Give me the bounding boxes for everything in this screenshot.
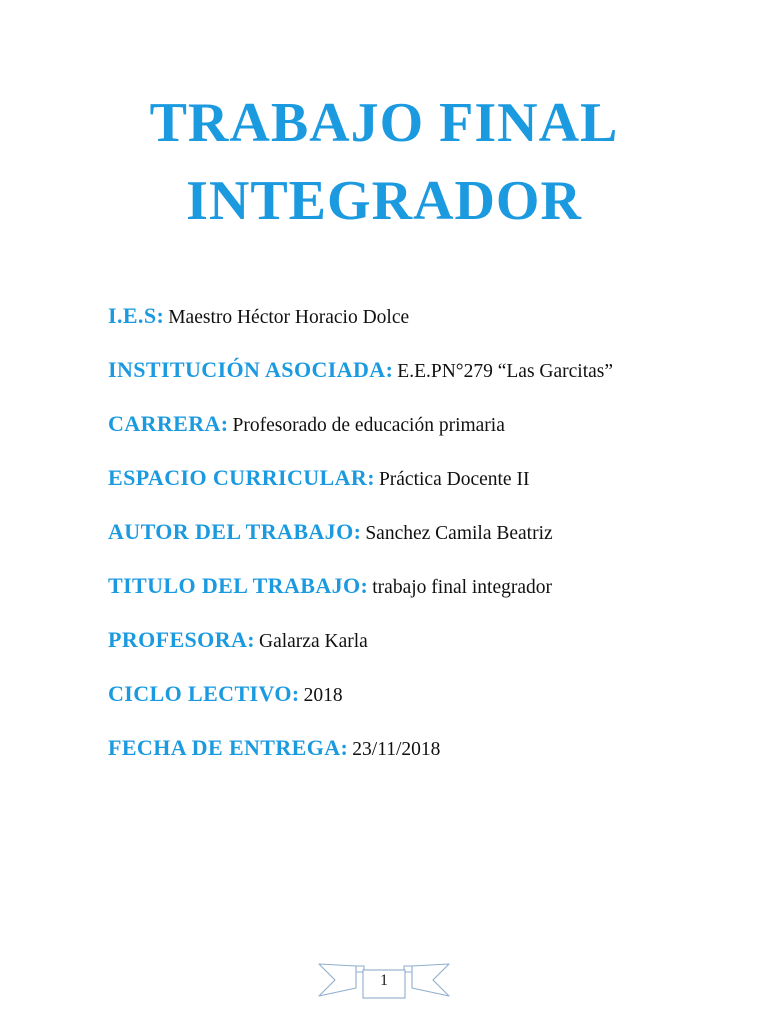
- field-label: PROFESORA:: [108, 627, 255, 652]
- field-value: 23/11/2018: [352, 739, 441, 760]
- field-label: TITULO DEL TRABAJO:: [108, 573, 369, 598]
- field-institucion-asociada: [108, 351, 660, 392]
- field-ies: [108, 297, 660, 338]
- field-carrera: [108, 405, 660, 446]
- field-value: Maestro Héctor Horacio Dolce: [168, 307, 410, 328]
- field-label: CICLO LECTIVO:: [108, 681, 300, 706]
- field-titulo-del-trabajo: [108, 567, 660, 608]
- field-label: FECHA DE ENTREGA:: [108, 735, 349, 760]
- page-number-footer: [0, 958, 768, 1006]
- field-label: ESPACIO CURRICULAR:: [108, 465, 375, 490]
- field-label: INSTITUCIÓN ASOCIADA:: [108, 357, 394, 382]
- field-label: I.E.S:: [108, 303, 165, 328]
- field-label: CARRERA:: [108, 411, 229, 436]
- field-espacio-curricular: [108, 459, 660, 500]
- ribbon-banner: [316, 958, 452, 1002]
- title-line-2: INTEGRADOR: [186, 170, 582, 232]
- document-title: [0, 84, 768, 240]
- field-value: trabajo final integrador: [372, 577, 553, 598]
- field-value: Galarza Karla: [259, 631, 368, 652]
- field-value: Sanchez Camila Beatriz: [365, 523, 553, 544]
- field-label: AUTOR DEL TRABAJO:: [108, 519, 362, 544]
- field-ciclo-lectivo: [108, 675, 660, 716]
- field-value: Práctica Docente II: [378, 469, 530, 490]
- cover-field-list: [108, 297, 660, 783]
- title-line-1: TRABAJO FINAL: [149, 92, 619, 154]
- field-fecha-de-entrega: [108, 729, 660, 770]
- page-number-value: 1: [380, 972, 388, 989]
- field-value: 2018: [303, 685, 343, 706]
- field-profesora: [108, 621, 660, 662]
- field-autor-del-trabajo: [108, 513, 660, 554]
- field-value: Profesorado de educación primaria: [232, 415, 505, 436]
- field-value: E.E.PN°279 “Las Garcitas”: [397, 361, 614, 382]
